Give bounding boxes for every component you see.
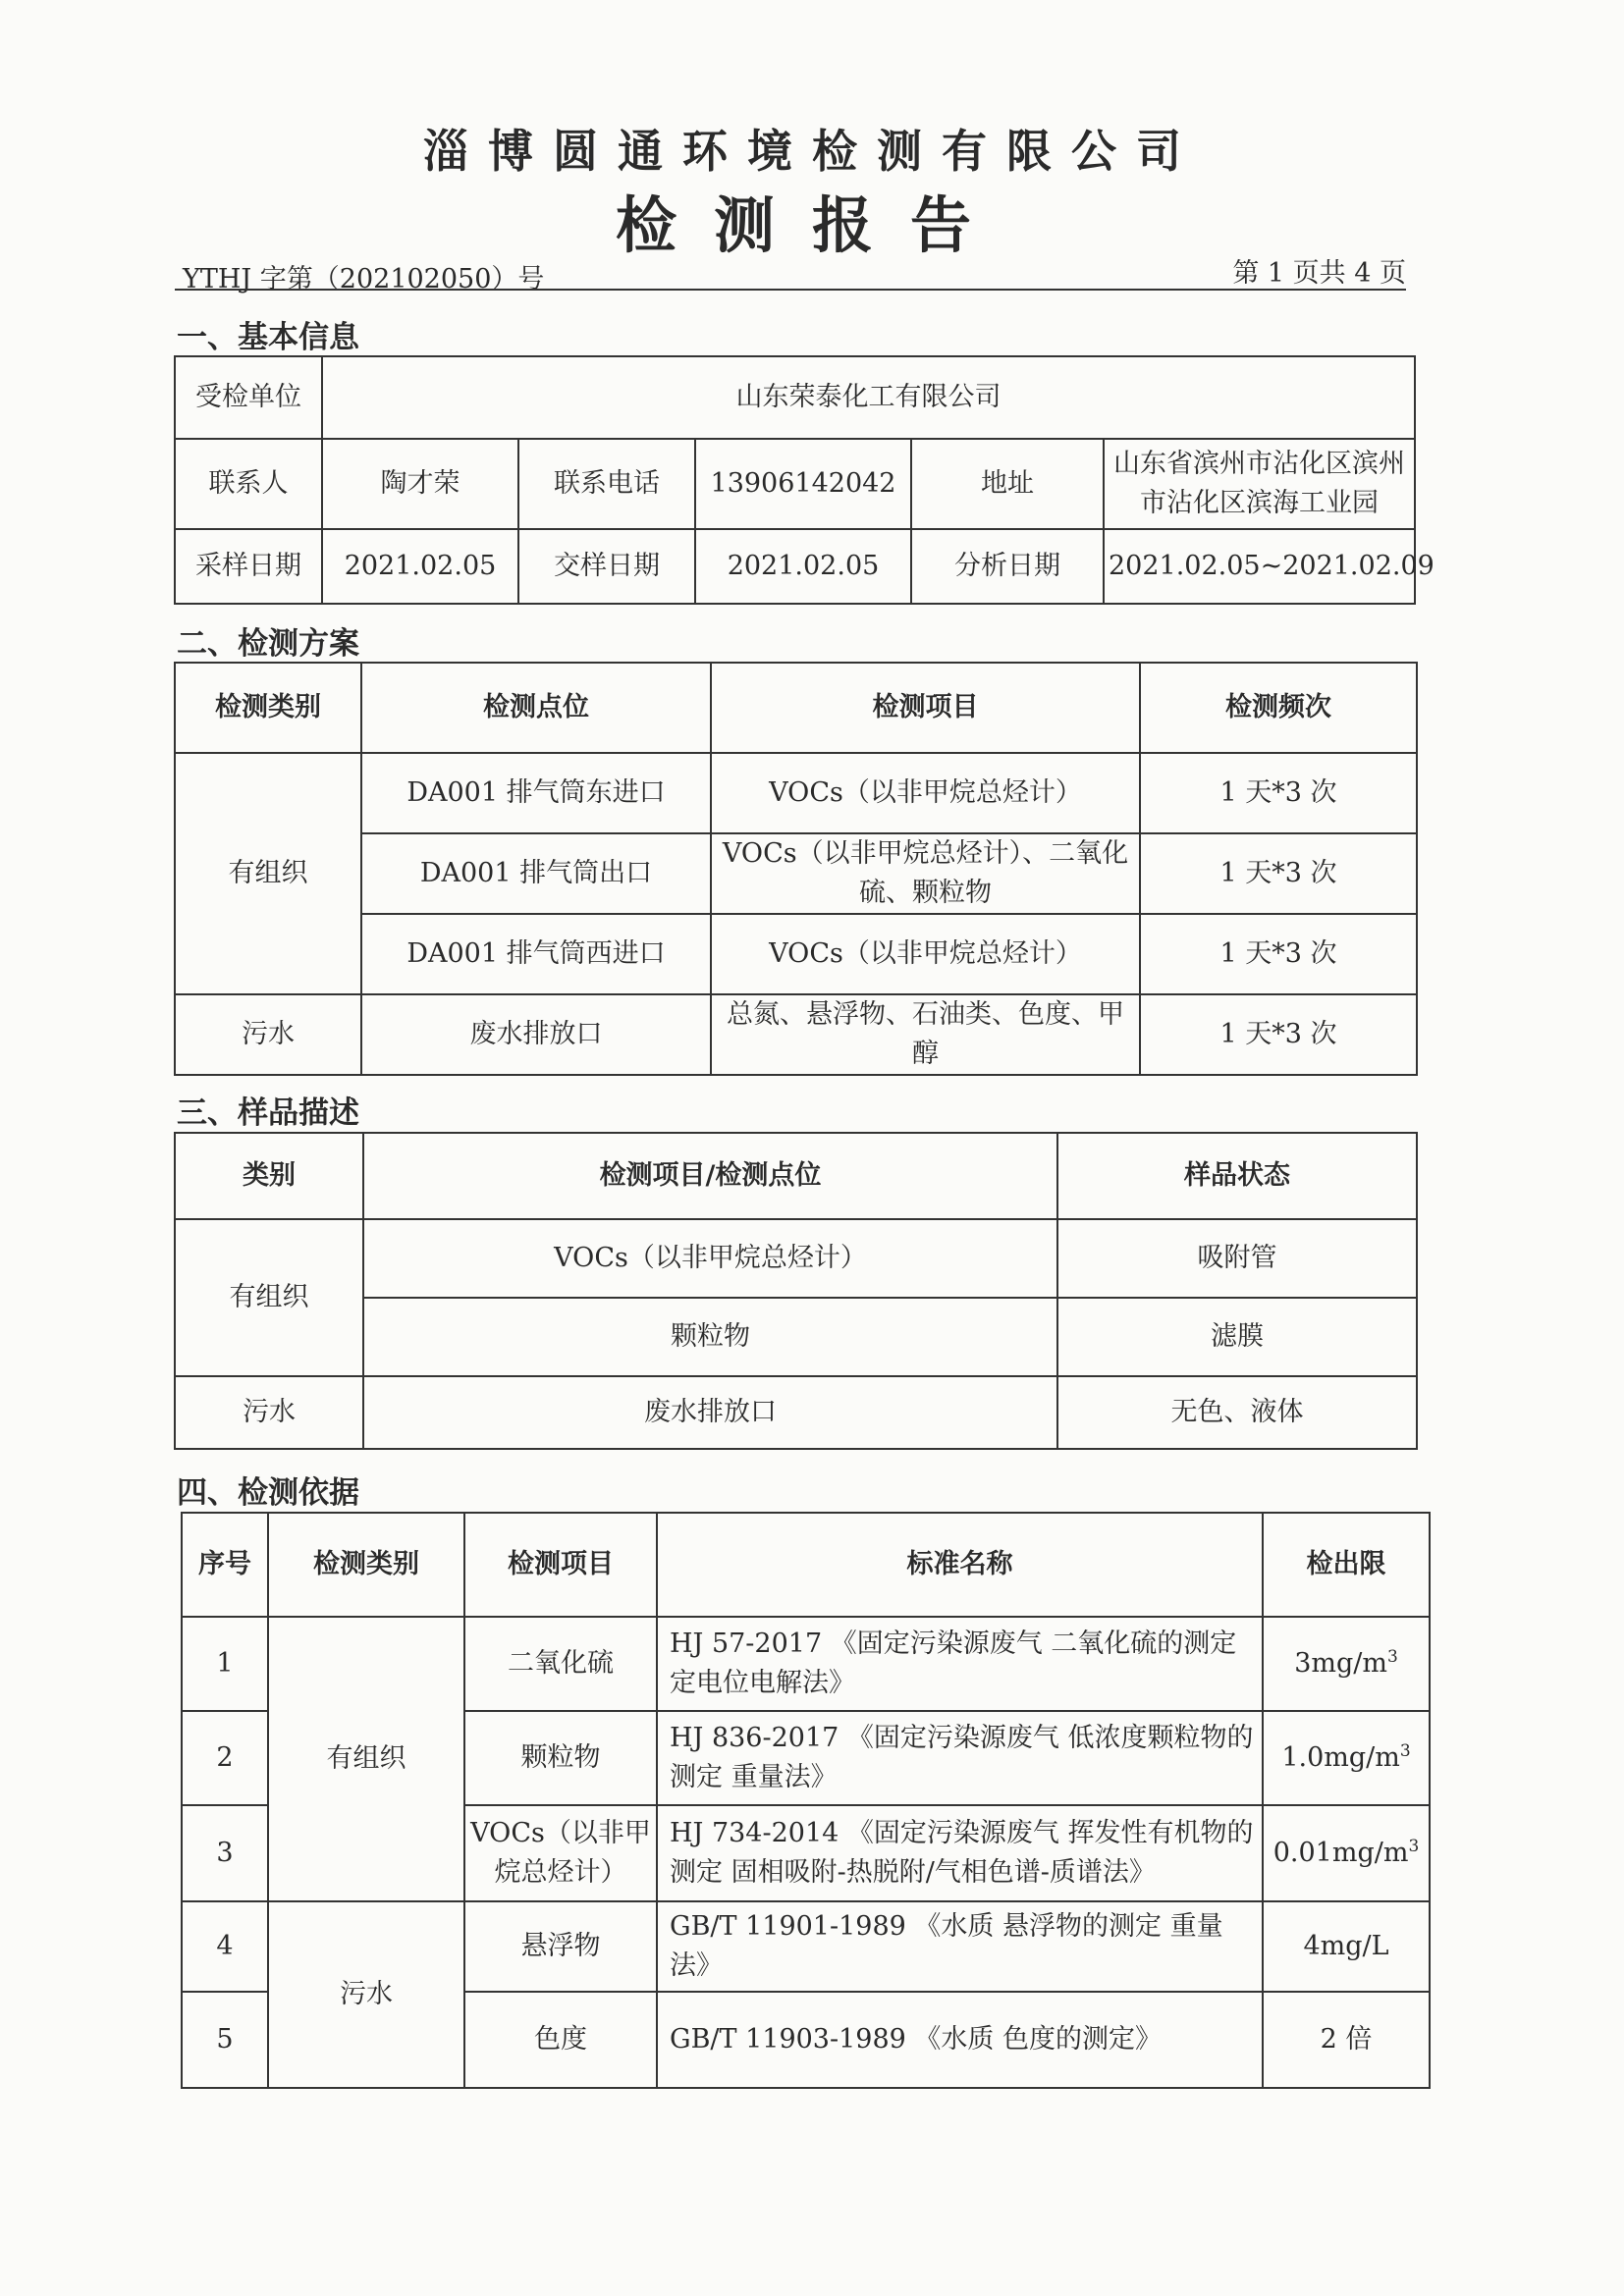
delivery-date-value: 2021.02.05 xyxy=(695,529,911,604)
basis-limit xyxy=(1263,1711,1430,1805)
basis-item: 色度 xyxy=(464,1992,657,2088)
sampling-date-value: 2021.02.05 xyxy=(322,529,518,604)
basis-header-limit: 检出限 xyxy=(1263,1513,1430,1617)
limit-exponent: 3 xyxy=(1408,1837,1420,1856)
sampling-date-label: 采样日期 xyxy=(175,529,322,604)
basis-no: 5 xyxy=(182,1992,268,2088)
basic-info-table xyxy=(174,355,1435,605)
basis-category-organized: 有组织 xyxy=(268,1617,464,1901)
sample-state: 滤膜 xyxy=(1057,1298,1417,1376)
plan-point: DA001 排气筒东进口 xyxy=(361,753,711,833)
plan-item: VOCs（以非甲烷总烃计）、二氧化硫、颗粒物 xyxy=(711,833,1140,914)
samples-category-sewage: 污水 xyxy=(175,1376,363,1449)
samples-header-category: 类别 xyxy=(175,1133,363,1219)
contact-value: 陶才荣 xyxy=(322,439,518,529)
basis-standard: HJ 836-2017 《固定污染源废气 低浓度颗粒物的测定 重量法》 xyxy=(657,1711,1263,1805)
basis-item: VOCs（以非甲烷总烃计） xyxy=(464,1805,657,1901)
plan-header-point: 检测点位 xyxy=(361,663,711,753)
analysis-date-value: 2021.02.05~2021.02.09 xyxy=(1104,529,1415,604)
phone-label: 联系电话 xyxy=(518,439,695,529)
plan-frequency: 1 天*3 次 xyxy=(1140,914,1417,994)
plan-frequency: 1 天*3 次 xyxy=(1140,994,1417,1075)
basis-item: 二氧化硫 xyxy=(464,1617,657,1711)
plan-item: 总氮、悬浮物、石油类、色度、甲醇 xyxy=(711,994,1140,1075)
sample-state: 吸附管 xyxy=(1057,1219,1417,1298)
contact-label: 联系人 xyxy=(175,439,322,529)
client-value: 山东荣泰化工有限公司 xyxy=(322,356,1415,439)
basis-header-item: 检测项目 xyxy=(464,1513,657,1617)
plan-point: DA001 排气筒出口 xyxy=(361,833,711,914)
basis-no: 2 xyxy=(182,1711,268,1805)
plan-frequency: 1 天*3 次 xyxy=(1140,833,1417,914)
section-title-samples: 三、样品描述 xyxy=(177,1095,359,1131)
client-label: 受检单位 xyxy=(175,356,322,439)
analysis-date-label: 分析日期 xyxy=(911,529,1104,604)
samples-table xyxy=(174,1132,1418,1450)
plan-frequency: 1 天*3 次 xyxy=(1140,753,1417,833)
plan-table xyxy=(174,662,1418,1076)
sample-item: 颗粒物 xyxy=(363,1298,1057,1376)
plan-point: DA001 排气筒西进口 xyxy=(361,914,711,994)
basis-table xyxy=(181,1512,1431,2089)
basis-limit xyxy=(1263,1805,1430,1901)
basis-limit xyxy=(1263,1901,1430,1992)
limit-exponent: 3 xyxy=(1386,1647,1398,1667)
basis-limit xyxy=(1263,1992,1430,2088)
plan-point: 废水排放口 xyxy=(361,994,711,1075)
basis-header-no: 序号 xyxy=(182,1513,268,1617)
plan-header-frequency: 检测频次 xyxy=(1140,663,1417,753)
limit-value: 3mg/m xyxy=(1294,1648,1387,1679)
plan-header-category: 检测类别 xyxy=(175,663,361,753)
section-title-basic-info: 一、基本信息 xyxy=(177,320,359,355)
basis-no: 4 xyxy=(182,1901,268,1992)
section-title-basis: 四、检测依据 xyxy=(177,1475,359,1511)
section-title-plan: 二、检测方案 xyxy=(177,626,359,662)
limit-value: 1.0mg/m xyxy=(1281,1742,1400,1773)
address-value: 山东省滨州市沾化区滨州市沾化区滨海工业园 xyxy=(1104,439,1415,529)
sample-item: VOCs（以非甲烷总烃计） xyxy=(363,1219,1057,1298)
samples-header-state: 样品状态 xyxy=(1057,1133,1417,1219)
basis-item: 颗粒物 xyxy=(464,1711,657,1805)
basis-no: 1 xyxy=(182,1617,268,1711)
plan-header-item: 检测项目 xyxy=(711,663,1140,753)
address-label: 地址 xyxy=(911,439,1104,529)
limit-value: 2 倍 xyxy=(1320,2024,1373,2055)
company-name: 淄博圆通环境检测有限公司 xyxy=(423,125,1201,178)
limit-value: 4mg/L xyxy=(1303,1931,1389,1961)
basis-no: 3 xyxy=(182,1805,268,1901)
basis-header-standard: 标准名称 xyxy=(657,1513,1263,1617)
page-number: 第 1 页共 4 页 xyxy=(1232,258,1406,289)
sample-item: 废水排放口 xyxy=(363,1376,1057,1449)
samples-header-item: 检测项目/检测点位 xyxy=(363,1133,1057,1219)
delivery-date-label: 交样日期 xyxy=(518,529,695,604)
report-title: 检测报告 xyxy=(615,189,1008,261)
plan-category-sewage: 污水 xyxy=(175,994,361,1075)
basis-item: 悬浮物 xyxy=(464,1901,657,1992)
sample-state: 无色、液体 xyxy=(1057,1376,1417,1449)
plan-item: VOCs（以非甲烷总烃计） xyxy=(711,914,1140,994)
basis-category-sewage: 污水 xyxy=(268,1901,464,2088)
basis-standard: GB/T 11901-1989 《水质 悬浮物的测定 重量法》 xyxy=(657,1901,1263,1992)
phone-value: 13906142042 xyxy=(695,439,911,529)
limit-value: 0.01mg/m xyxy=(1272,1838,1409,1868)
basis-standard: GB/T 11903-1989 《水质 色度的测定》 xyxy=(657,1992,1263,2088)
limit-exponent: 3 xyxy=(1399,1741,1411,1761)
basis-header-category: 检测类别 xyxy=(268,1513,464,1617)
basis-limit xyxy=(1263,1617,1430,1711)
header-divider xyxy=(175,289,1406,291)
plan-item: VOCs（以非甲烷总烃计） xyxy=(711,753,1140,833)
plan-category-organized: 有组织 xyxy=(175,753,361,994)
samples-category-organized: 有组织 xyxy=(175,1219,363,1376)
document-number: YTHJ 字第（202102050）号 xyxy=(183,264,545,294)
basis-standard: HJ 57-2017 《固定污染源废气 二氧化硫的测定 定电位电解法》 xyxy=(657,1617,1263,1711)
basis-standard: HJ 734-2014 《固定污染源废气 挥发性有机物的测定 固相吸附-热脱附/气相色谱-质谱法》 xyxy=(657,1805,1263,1901)
